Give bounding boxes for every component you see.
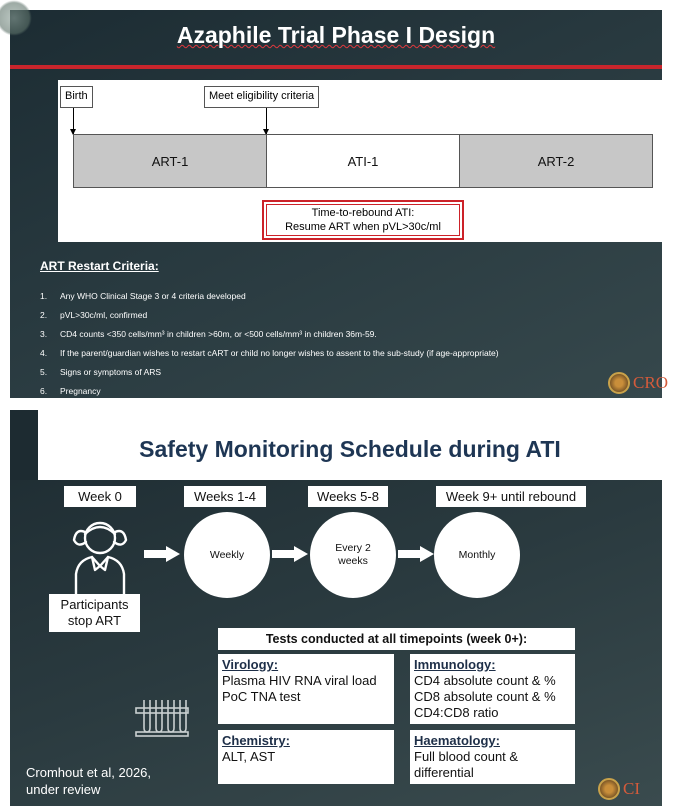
participant-icon [62,510,138,596]
every-2-weeks-circle: Every 2 weeks [310,512,396,598]
arrow-right-icon [272,546,308,562]
tests-heading: Tests conducted at all timepoints (week 0+): [218,628,575,650]
monthly-circle: Monthly [434,512,520,598]
list-item: 3. CD4 counts <350 cells/mm³ in children >60m, or <500 cells/mm³ in children 36m-59. [40,329,377,339]
week-0-label: Week 0 [64,486,136,507]
cro-logo [598,778,640,800]
list-item: 5. Signs or symptoms of ARS [40,367,162,377]
title-divider [10,65,662,69]
virology-box: Virology: Plasma HIV RNA viral load PoC TNA test [218,654,394,724]
eligibility-marker-arrow [266,108,267,134]
weekly-circle: Weekly [184,512,270,598]
cro-logo [608,372,668,394]
rebound-line-1: Time-to-rebound ATI: [311,207,415,219]
immunology-box: Immunology: CD4 absolute count & % CD8 absolute count & % CD4:CD8 ratio [410,654,575,724]
segment-art-2: ART-2 [459,134,653,188]
list-item: 4. If the parent/guardian wishes to restart cART or child no longer wishes to assent to the sub-study (if age-appropriate) [40,348,499,358]
weeks-1-4-label: Weeks 1-4 [184,486,266,507]
immunology-heading: Immunology: [414,657,496,672]
arrow-right-icon [398,546,434,562]
logo-text: CRO [633,373,668,392]
chemistry-box: Chemistry: ALT, AST [218,730,394,784]
slide-title: Safety Monitoring Schedule during ATI [139,436,561,462]
birth-marker-label: Birth [60,86,93,108]
safety-monitoring-slide [10,410,662,806]
virology-heading: Virology: [222,657,279,672]
participants-stop-art-box: Participants stop ART [49,594,140,632]
criteria-heading: ART Restart Criteria: [40,259,159,273]
logo-emblem-icon [608,372,630,394]
haematology-heading: Haematology: [414,733,500,748]
list-item: 6. Pregnancy [40,386,101,396]
trial-timeline [58,80,666,242]
rebound-callout [262,200,464,240]
logo-text: CI [623,779,640,798]
test-tubes-icon [134,694,190,738]
chemistry-heading: Chemistry: [222,733,290,748]
title-bar [38,410,662,480]
title-bar-gap [10,410,38,480]
arrow-right-icon [144,546,180,562]
birth-marker-arrow [73,108,74,134]
list-item: 2. pVL>30c/ml, confirmed [40,310,148,320]
citation: Cromhout et al, 2026, under review [26,765,152,797]
logo-emblem-icon [598,778,620,800]
weeks-5-8-label: Weeks 5-8 [308,486,388,507]
segment-art-1: ART-1 [73,134,267,188]
haematology-box: Haematology: Full blood count & differential [410,730,575,784]
criteria-list [40,291,650,405]
eligibility-marker-label: Meet eligibility criteria [204,86,319,108]
slide-title: Azaphile Trial Phase I Design [176,22,496,48]
list-item: 1. Any WHO Clinical Stage 3 or 4 criteria developed [40,291,246,301]
week-9-label: Week 9+ until rebound [436,486,586,507]
segment-ati-1: ATI-1 [266,134,460,188]
trial-design-slide [10,10,668,398]
rebound-line-2: Resume ART when pVL>30c/ml [285,221,441,233]
